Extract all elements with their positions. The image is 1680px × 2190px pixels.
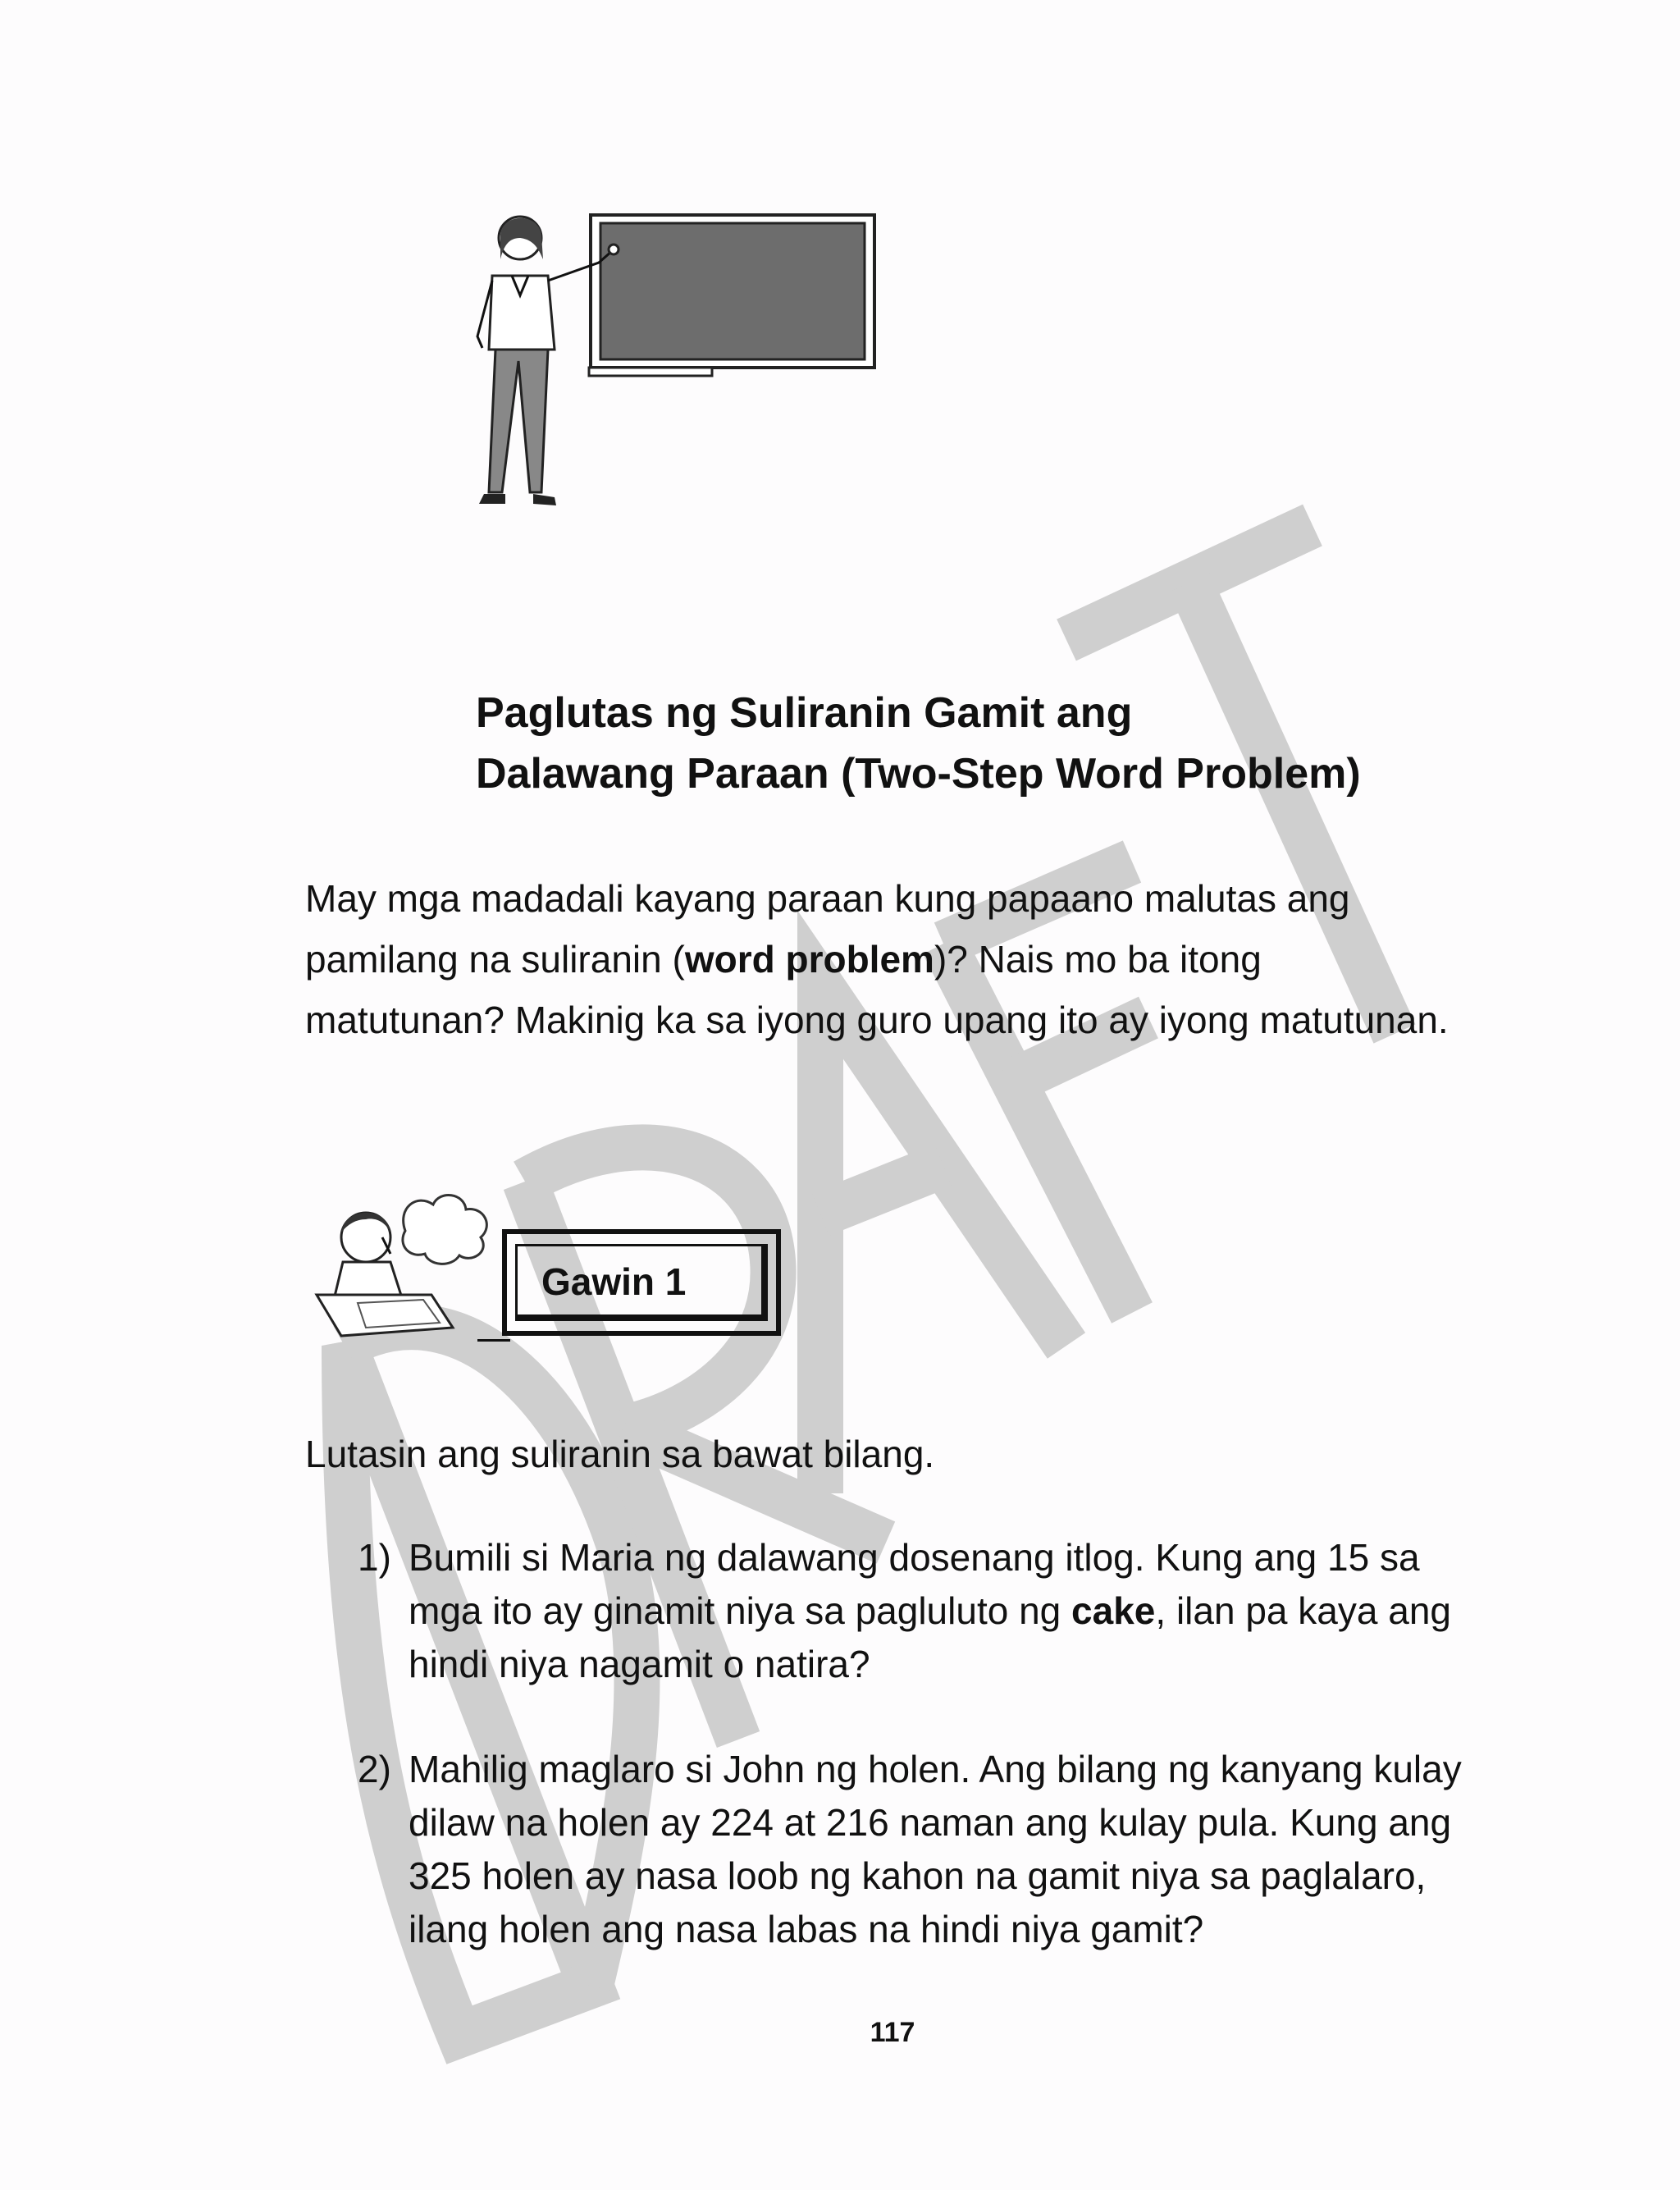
intro-text-1: May mga madadali kayang paraan kung papaano malutas ang pamilang na suliranin ( [305,877,1350,981]
problem-1-text-a: Bumili si Maria ng dalawang dosenang itlog. Kung ang 15 sa mga ito ay ginamit niya sa pagluluto ng [409,1536,1420,1632]
page-number: 117 [870,2017,915,2048]
problem-text: Mahilig maglaro si John ng holen. Ang bilang ng kanyang kulay dilaw na holen ay 224 at 216 naman ang kulay pula. Kung ang 325 holen ay nasa loob ng kahon na gamit niya sa paglalaro, ilang holen ang nasa labas na hindi niya gamit? [409,1748,1462,1950]
activity-label: Gawin 1 [541,1260,687,1303]
lesson-title-line1: Paglutas ng Suliranin Gamit ang [476,689,1133,737]
problem-number: 1) [358,1536,391,1579]
lesson-title-line2: Dalawang Paraan (Two-Step Word Problem) [476,750,1361,798]
intro-text-2: )? Nais mo ba itong matutunan? Makinig ka sa iyong guro upang ito ay iyong matutunan. [305,938,1449,1041]
intro-paragraph [305,868,1470,1050]
problem-number: 2) [358,1748,391,1790]
intro-bold-term: word problem [684,938,934,981]
teacher-blackboard-illustration [459,205,886,550]
problem-1-bold-term: cake [1071,1589,1156,1632]
instruction-text: Lutasin ang suliranin sa bawat bilang. [305,1433,935,1475]
lesson-title [476,683,1361,804]
problem-text [409,1531,1483,1691]
thinking-student-illustration [308,1172,514,1344]
problem-1-text-b: , ilan pa kaya ang hindi niya nagamit o natira? [409,1589,1451,1685]
activity-underline [477,1339,510,1342]
